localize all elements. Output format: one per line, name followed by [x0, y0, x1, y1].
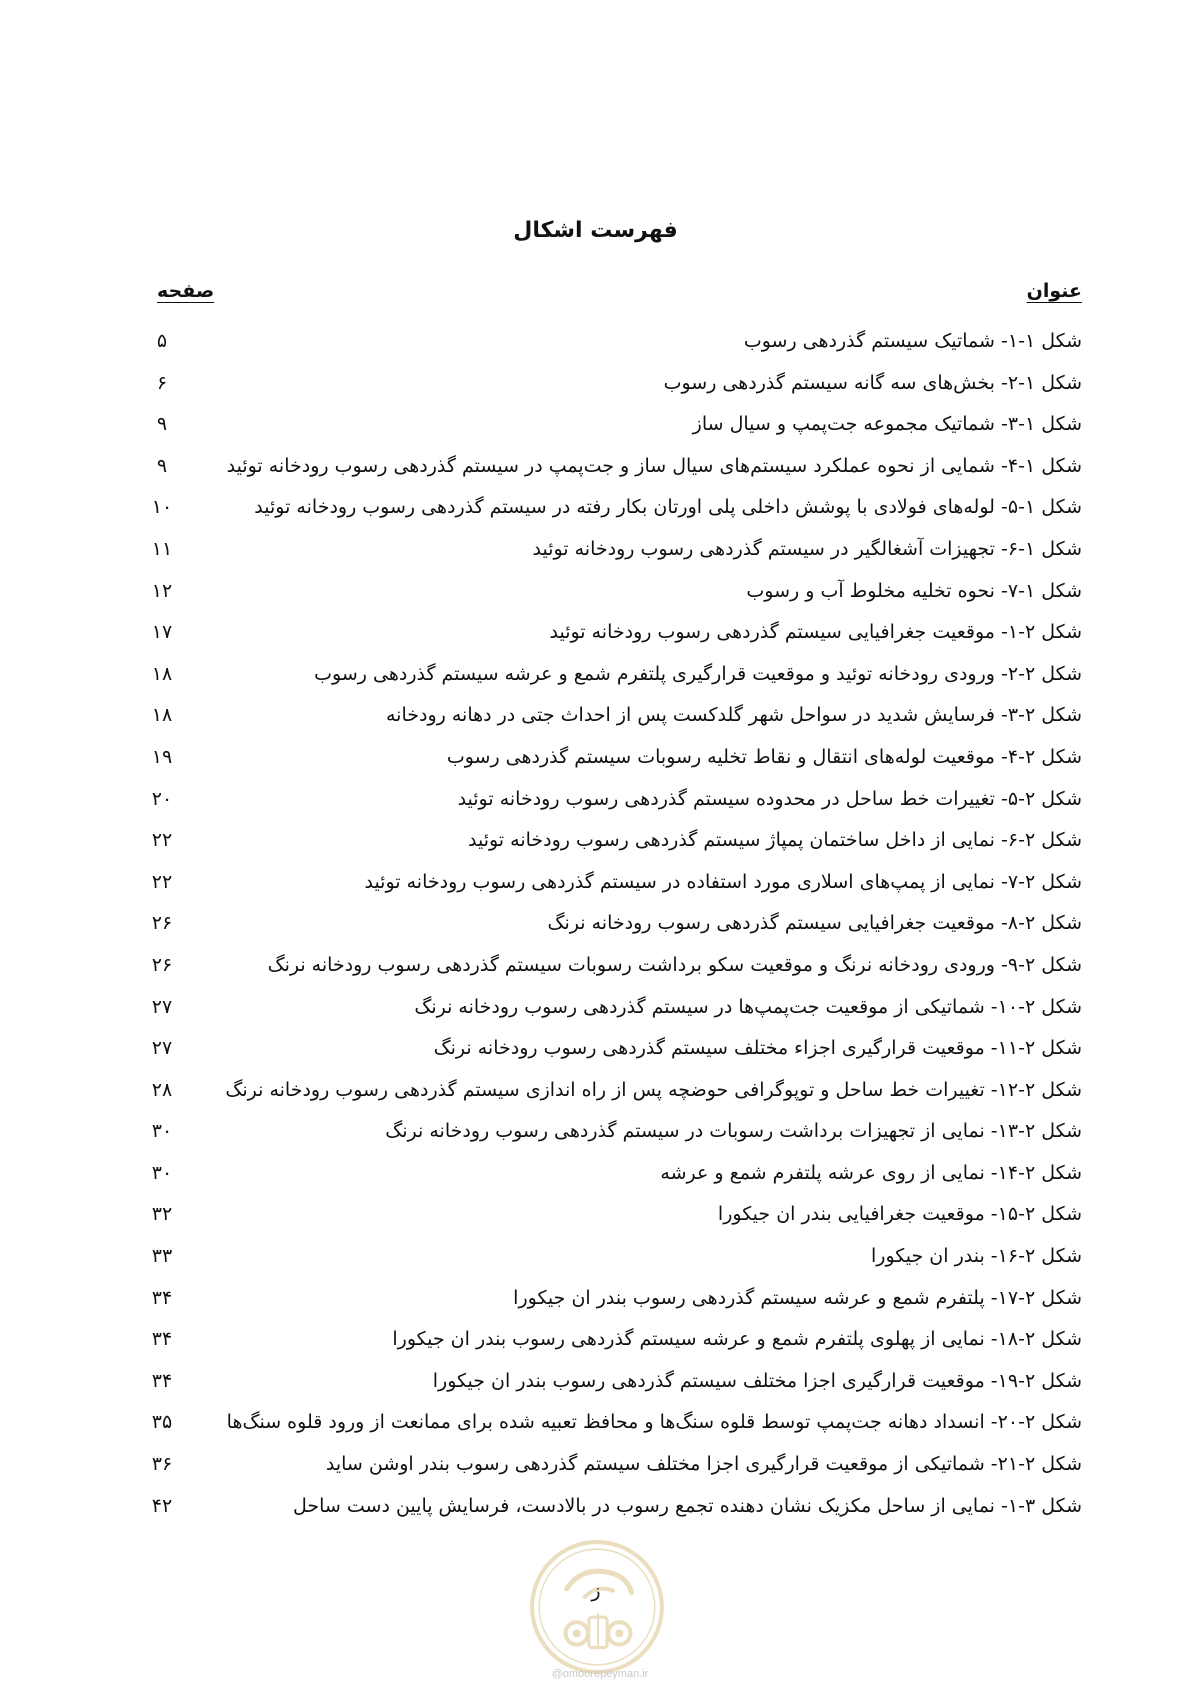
entry-title: شکل ۱-۱- شماتیک سیستم گذردهی رسوب	[743, 330, 1082, 352]
entry-title: شکل ۱-۳- شماتیک مجموعه جت‌پمپ و سیال ساز	[692, 413, 1082, 436]
entry-title: شکل ۲-۱۱- موقعیت قرارگیری اجزاء مختلف سیستم گذردهی رسوب رودخانه نرنگ	[433, 1037, 1082, 1060]
entry-page-number: ۳۴	[151, 1328, 173, 1351]
entry-title: شکل ۱-۵- لوله‌های فولادی با پوشش داخلی پلی اورتان بکار رفته در سیستم گذردهی رسوب رودخانه توئید	[254, 496, 1082, 519]
list-item[interactable]	[140, 1283, 1082, 1325]
entry-page-number: ۲۷	[151, 995, 173, 1018]
entry-page-number: ۶	[156, 371, 168, 394]
entry-title: شکل ۲-۵- تغییرات خط ساحل در محدوده سیستم گذردهی رسوب رودخانه توئید	[457, 787, 1082, 810]
entry-page-number: ۲۸	[151, 1078, 173, 1101]
entry-page-number: ۹	[156, 413, 168, 436]
entry-title: شکل ۱-۲- بخش‌های سه گانه سیستم گذردهی رسوب	[663, 371, 1082, 394]
entry-page-number: ۲۲	[151, 870, 173, 893]
entry-title: شکل ۲-۲۰- انسداد دهانه جت‌پمپ توسط قلوه سنگ‌ها و محافظ تعبیه شده برای ممانعت از ورود قلوه سنگ‌ها	[226, 1411, 1082, 1434]
list-item[interactable]	[140, 492, 1082, 534]
list-item[interactable]	[140, 617, 1082, 659]
list-item[interactable]	[140, 992, 1082, 1034]
list-item[interactable]	[140, 368, 1082, 410]
list-item[interactable]	[140, 784, 1082, 826]
list-item[interactable]	[140, 700, 1082, 742]
entry-title: شکل ۲-۱۰- شماتیکی از موقعیت جت‌پمپ‌ها در سیستم گذردهی رسوب رودخانه نرنگ	[414, 995, 1082, 1018]
page-number: ز	[591, 1580, 601, 1602]
list-item[interactable]	[140, 409, 1082, 451]
entry-page-number: ۳۲	[151, 1203, 173, 1226]
list-item[interactable]	[140, 1324, 1082, 1366]
watermark-handle: @omoorepeyman.ir	[551, 1668, 649, 1680]
list-item[interactable]	[140, 576, 1082, 618]
entry-page-number: ۱۰	[151, 496, 173, 519]
entry-title: شکل ۲-۹- ورودی رودخانه نرنگ و موقعیت سکو برداشت رسوبات سیستم گذردهی رسوب رودخانه نرنگ	[267, 953, 1082, 976]
list-item[interactable]	[140, 950, 1082, 992]
entry-page-number: ۱۸	[151, 704, 173, 727]
entry-page-number: ۳۶	[151, 1453, 173, 1476]
entry-page-number: ۲۶	[151, 912, 173, 935]
entry-page-number: ۹	[156, 454, 168, 477]
list-item[interactable]	[140, 1075, 1082, 1117]
entry-title: شکل ۲-۴- موقعیت لوله‌های انتقال و نقاط تخلیه رسوبات سیستم گذردهی رسوب	[446, 745, 1082, 768]
entry-title: شکل ۲-۲- ورودی رودخانه توئید و موقعیت قرارگیری پلتفرم شمع و عرشه سیستم گذردهی رسوب	[314, 662, 1082, 685]
list-item[interactable]	[140, 1449, 1082, 1491]
entry-page-number: ۳۰	[151, 1120, 173, 1143]
watermark-logo-icon	[526, 1536, 668, 1678]
entry-page-number: ۳۰	[151, 1161, 173, 1184]
entry-page-number: ۳۴	[151, 1369, 173, 1392]
figures-list	[140, 326, 1082, 1532]
entry-title: شکل ۲-۱۶- بندر ان جیکورا	[871, 1245, 1082, 1268]
list-item[interactable]	[140, 326, 1082, 368]
entry-title: شکل ۳-۱- نمایی از ساحل مکزیک نشان دهنده تجمع رسوب در بالادست، فرسایش پایین دست ساحل	[293, 1494, 1082, 1517]
entry-title: شکل ۲-۱۷- پلتفرم شمع و عرشه سیستم گذردهی رسوب بندر ان جیکورا	[513, 1286, 1082, 1309]
entry-title: شکل ۲-۱۵- موقعیت جغرافیایی بندر ان جیکورا	[717, 1203, 1082, 1226]
entry-title: شکل ۲-۱۳- نمایی از تجهیزات برداشت رسوبات در سیستم گذردهی رسوب رودخانه نرنگ	[385, 1120, 1082, 1143]
list-item[interactable]	[140, 825, 1082, 867]
list-item[interactable]	[140, 1241, 1082, 1283]
page-title: فهرست اشکال	[513, 218, 678, 243]
list-item[interactable]	[140, 1033, 1082, 1075]
entry-title: شکل ۲-۱۴- نمایی از روی عرشه پلتفرم شمع و عرشه	[660, 1161, 1082, 1184]
list-item[interactable]	[140, 1491, 1082, 1533]
list-item[interactable]	[140, 451, 1082, 493]
entry-page-number: ۱۹	[151, 745, 173, 768]
list-item[interactable]	[140, 1158, 1082, 1200]
entry-page-number: ۳۴	[151, 1286, 173, 1309]
list-item[interactable]	[140, 534, 1082, 576]
entry-page-number: ۱۷	[151, 621, 173, 644]
entry-title: شکل ۲-۷- نمایی از پمپ‌های اسلاری مورد استفاده در سیستم گذردهی رسوب رودخانه توئید	[364, 870, 1082, 893]
entry-page-number: ۲۰	[151, 787, 173, 810]
entry-page-number: ۳۵	[151, 1411, 173, 1434]
list-item[interactable]	[140, 1407, 1082, 1449]
entry-title: شکل ۲-۳- فرسایش شدید در سواحل شهر گلدکست پس از احداث جتی در دهانه رودخانه	[385, 704, 1082, 727]
entry-page-number: ۲۷	[151, 1037, 173, 1060]
entry-title: شکل ۲-۱- موقعیت جغرافیایی سیستم گذردهی رسوب رودخانه توئید	[549, 621, 1082, 644]
list-item[interactable]	[140, 908, 1082, 950]
list-item[interactable]	[140, 659, 1082, 701]
entry-page-number: ۱۱	[151, 537, 173, 560]
entry-page-number: ۲۶	[151, 953, 173, 976]
list-item[interactable]	[140, 867, 1082, 909]
entry-title: شکل ۱-۷- نحوه تخلیه مخلوط آب و رسوب	[746, 579, 1082, 602]
list-item[interactable]	[140, 1366, 1082, 1408]
entry-title: شکل ۲-۲۱- شماتیکی از موقعیت قرارگیری اجزا مختلف سیستم گذردهی رسوب بندر اوشن ساید	[325, 1453, 1082, 1476]
entry-title: شکل ۲-۱۲- تغییرات خط ساحل و توپوگرافی حوضچه پس از راه اندازی سیستم گذردهی رسوب رودخانه نرنگ	[225, 1078, 1082, 1101]
entry-title: شکل ۲-۶- نمایی از داخل ساختمان پمپاژ سیستم گذردهی رسوب رودخانه توئید	[468, 829, 1082, 852]
column-header-page: صفحه	[157, 280, 215, 302]
entry-title: شکل ۲-۱۸- نمایی از پهلوی پلتفرم شمع و عرشه سیستم گذردهی رسوب بندر ان جیکورا	[392, 1328, 1082, 1351]
entry-page-number: ۴۲	[151, 1494, 173, 1517]
entry-title: شکل ۱-۶- تجهیزات آشغالگیر در سیستم گذردهی رسوب رودخانه توئید	[532, 537, 1082, 560]
entry-page-number: ۱۸	[151, 662, 173, 685]
entry-title: شکل ۲-۸- موقعیت جغرافیایی سیستم گذردهی رسوب رودخانه نرنگ	[547, 912, 1082, 935]
column-header-title: عنوان	[1026, 280, 1082, 302]
entry-page-number: ۱۲	[151, 579, 173, 602]
entry-page-number: ۲۲	[151, 829, 173, 852]
list-item[interactable]	[140, 742, 1082, 784]
list-item[interactable]	[140, 1199, 1082, 1241]
entry-title: شکل ۱-۴- شمایی از نحوه عملکرد سیستم‌های سیال ساز و جت‌پمپ در سیستم گذردهی رسوب رودخانه توئید	[226, 454, 1082, 477]
entry-title: شکل ۲-۱۹- موقعیت قرارگیری اجزا مختلف سیستم گذردهی رسوب بندر ان جیکورا	[432, 1369, 1082, 1392]
entry-page-number: ۵	[156, 330, 168, 352]
entry-page-number: ۳۳	[151, 1245, 173, 1268]
list-item[interactable]	[140, 1116, 1082, 1158]
